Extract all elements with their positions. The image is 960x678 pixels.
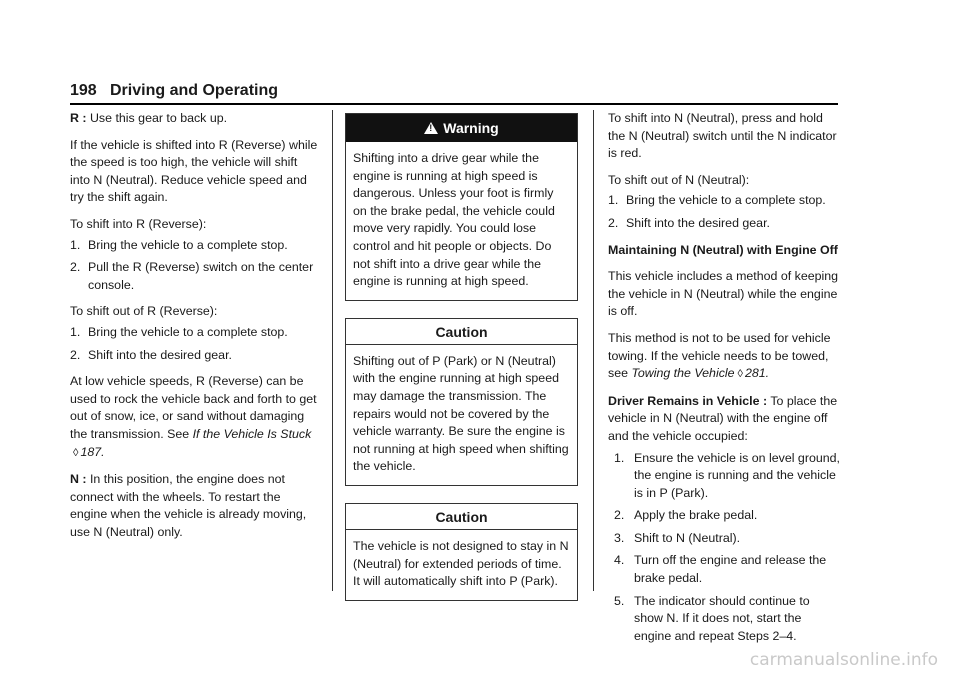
column-divider [332,110,333,591]
list-item: 1. Ensure the vehicle is on level ground, the engine is running and the vehicle is in P (Park). [614,450,840,500]
list-item: 4. Turn off the engine and release the brake pedal. [614,553,827,586]
list-item: 2. Shift into the desired gear. [608,215,770,230]
caution-text: Shifting out of P (Park) or N (Neutral) with the engine running at high speed may damage the transmission. The repairs would not be covered by the vehicle warranty. Be sure the engine is not running at high speed when shifting the vehicle. [353,353,569,474]
out-neutral-steps [608,192,840,232]
towing-link[interactable]: Towing the Vehicle [631,366,735,381]
low-speed-para: At low vehicle speeds, R (Reverse) can be used to rock the vehicle back and forth to get out of snow, ice, or sand without damaging the transmission. See If the Vehicle Is Stuck◊ 187. [70,373,320,462]
list-item: 2. Shift into the desired gear. [70,347,232,362]
list-item: 2. Apply the brake pedal. [614,508,758,523]
caution-text: The vehicle is not designed to stay in N (Neutral) for extended periods of time. It will automatically shift into P (Park). [353,538,569,589]
reverse-definition [70,110,320,128]
list-item: 1. Bring the vehicle to a complete stop. [70,237,288,252]
r-text: Use this gear to back up. [89,111,228,125]
out-reverse-steps [70,324,320,364]
towing-para: This method is not to be used for vehicle towing. If the vehicle needs to be towed, see Towing the Vehicle ◊ 281. [608,330,840,384]
driver-steps [608,450,840,646]
list-item: 1. Bring the vehicle to a complete stop. [70,324,288,339]
warning-text: Shifting into a drive gear while the engine is running at high speed is dangerous. Unless your foot is firmly on the brake pedal, the vehicle could move very rapidly. You could lose control and hit people or objects. Do not shift into a drive gear while the engine is running at high speed. [353,151,555,289]
page-number: 198 [70,82,97,99]
caution-header: Caution [346,505,577,530]
section-title: Driving and Operating [110,82,279,99]
page-ref-icon: ◊ [73,446,79,459]
r-label: R : [70,111,87,125]
into-reverse-steps [70,237,320,295]
list-item: 1. Bring the vehicle to a complete stop. [608,193,826,208]
neutral-definition [70,471,320,541]
n-text: In this position, the engine does not connect with the wheels. To restart the engine when the vehicle is already moving, use N (Neutral) only. [70,472,307,539]
watermark: carmanualsonline.info [749,650,938,670]
shift-out-reverse-intro: To shift out of R (Reverse): [70,304,218,319]
maintaining-heading: Maintaining N (Neutral) with Engine Off [608,242,838,257]
list-item: 5. The indicator should continue to show N. If it does not, start the engine and repeat Steps 2–4. [614,593,810,643]
list-item: 2. Pull the R (Reverse) switch on the center console. [70,260,314,292]
column-right [608,110,840,654]
column-middle [345,113,578,618]
page-ref-icon: ◊ [737,368,743,381]
stuck-link[interactable]: If the Vehicle Is Stuck [192,426,312,441]
column-divider [593,110,594,591]
warning-header: !Warning [346,114,577,142]
caution-header: Caution [346,320,577,345]
caution-box-2 [345,503,578,601]
reverse-speed-para: If the vehicle is shifted into R (Reverse) while the speed is too high, the vehicle will shift into N (Neutral). Reduce vehicle speed and try the shift again. [70,137,318,205]
warning-icon [424,122,438,134]
caution-box-1 [345,318,578,486]
shift-into-neutral-para: To shift into N (Neutral), press and hold the N (Neutral) switch until the N indicator is red. [608,111,837,161]
shift-out-neutral-intro: To shift out of N (Neutral): [608,172,750,187]
n-label: N : [70,472,87,487]
stuck-page[interactable]: 187. [80,444,105,459]
page-header [70,82,838,104]
shift-into-reverse-intro: To shift into R (Reverse): [70,216,207,231]
warning-box [345,113,578,301]
maintaining-para: This vehicle includes a method of keeping the vehicle in N (Neutral) while the engine is off. [608,269,839,319]
column-left [70,110,320,550]
list-item: 3. Shift to N (Neutral). [614,530,741,545]
header-rule [70,103,838,105]
driver-label: Driver Remains in Vehicle : [608,393,768,408]
towing-page[interactable]: 281. [744,366,770,381]
driver-remains-para: Driver Remains in Vehicle : To place the vehicle in N (Neutral) with the engine off and the vehicle occupied: [608,393,838,443]
